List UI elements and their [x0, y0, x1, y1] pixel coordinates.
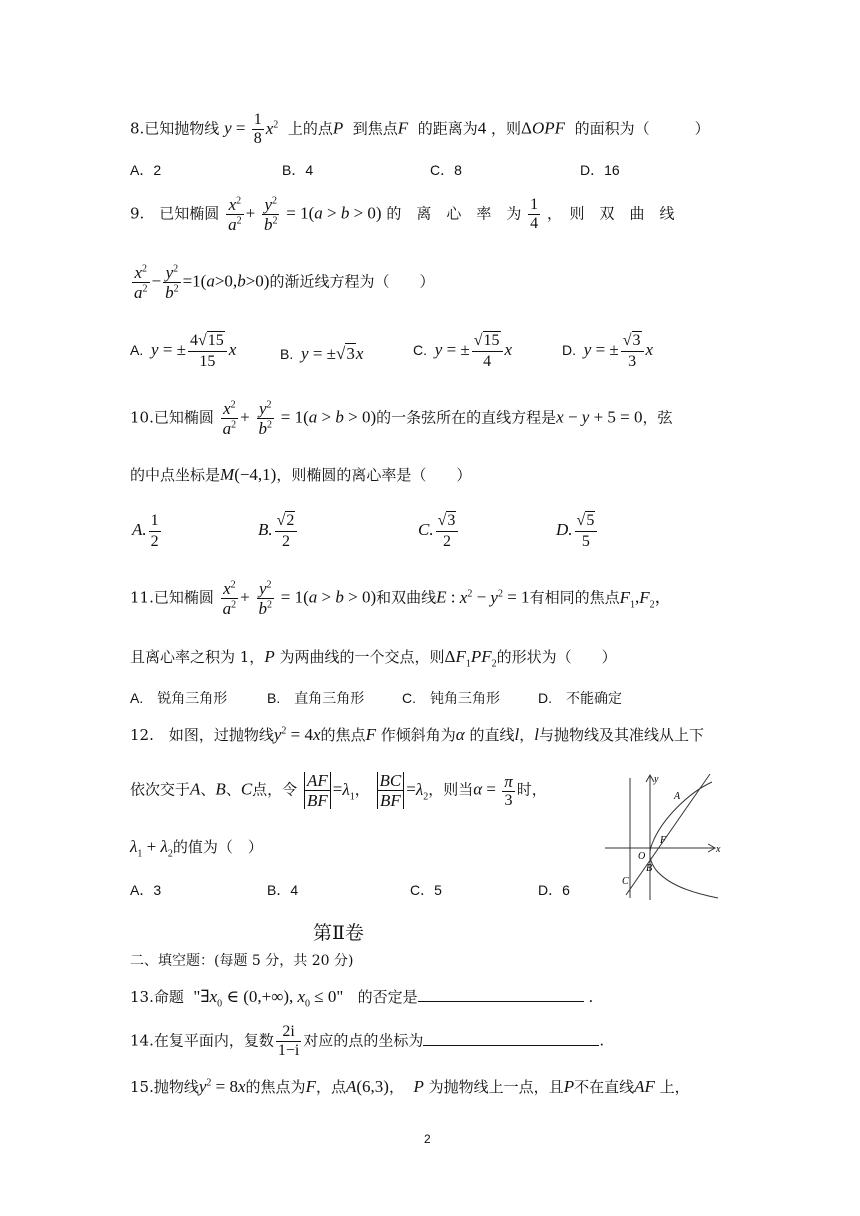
line-l	[626, 774, 710, 895]
q12-option-b: B．4	[267, 882, 299, 898]
section-title: 第Ⅱ卷	[313, 922, 364, 944]
q10-option-c: C. $\frac{√3}{2}$	[418, 512, 460, 551]
q8-option-b: B．4	[282, 162, 314, 178]
fill-in-heading: 二、填空题：(每题 5 分，共 20 分)	[130, 953, 354, 969]
q14-stem: 14.在复平面内，复数 $\frac{2i}{1-i}$ 对应的点的坐标为 .	[130, 1023, 605, 1059]
q12-option-d: D．6	[538, 882, 570, 898]
q8-option-c: C．8	[430, 162, 462, 178]
q10-stem-line1: 10.已知椭圆 $\frac{x^2}{a^2}$ + $\frac{y^2}{b^2}$ = 1(a > b > 0)的一条弦所在的直线方程是x − y + 5 = 0，弦	[130, 399, 673, 438]
q12-stem-line2: 依次交于A、B、C点，令 $\frac{AF}{BF}$ $=\lambda_1$， $\frac{BC}{BF}$ $=\lambda_2$，则当α = $\frac{\pi}{3}$ 时，	[130, 771, 547, 810]
label-c: C	[622, 876, 629, 887]
parabola-figure	[600, 770, 725, 905]
q12-option-c: C．5	[410, 882, 442, 898]
q11-option-d: D. 不能确定	[538, 690, 622, 706]
q14-answer-blank[interactable]	[423, 1045, 599, 1046]
q10-stem-line2: 的中点坐标是M(−4,1)，则椭圆的离心率是（ ）	[130, 465, 472, 484]
q13-stem: 13.命题 "$\exists x_0$ ∈ (0,+∞), $x_0 \le 0$" 的否定是 .	[130, 987, 594, 1010]
q11-stem-line1: 11.已知椭圆 $\frac{x^2}{a^2}$ + $\frac{y^2}{b^2}$ = 1(a > b > 0)和双曲线E : $x^2 - y^2 = 1$有相同的焦点$F_1,F_2$，	[130, 579, 672, 618]
q13-answer-blank[interactable]	[418, 1001, 584, 1002]
label-b: B	[646, 863, 653, 874]
q9-option-d: D. y = ± $\frac{√3}{3}$ x	[562, 332, 654, 370]
label-a: A	[674, 791, 681, 802]
q8-stem: 8.已知抛物线 y = $\frac{1}{8}$ $x^2$ 上的点P 到焦点F 的距离为4 ，则ΔOPF 的面积为（ ）	[130, 111, 710, 147]
q11-stem-line2: 且离心率之积为 1，P 为两曲线的一个交点，则$\Delta F_1PF_2$的形状为（ ）	[130, 647, 617, 670]
q9-stem-line2: $\frac{x^2}{a^2}$ − $\frac{y^2}{b^2}$ =1(a>0,b>0)的渐近线方程为（ ）	[134, 263, 435, 302]
q12-stem-line1: 12. 如图，过抛物线$y^2 = 4x$的焦点F 作倾斜角为α 的直线l，l与抛物线及其准线从上下	[130, 725, 704, 744]
label-f: F	[660, 835, 667, 846]
q9-stem-line1: 9. 已知椭圆 $\frac{x^2}{a^2}$ + $\frac{y^2}{b^2}$ = 1(a > b > 0) 的 离 心 率 为 $\frac{1}{4}$ ， 则 双 曲 线	[130, 195, 675, 234]
q12-stem-line3: $\lambda_1 + \lambda_2$的值为（ ）	[130, 837, 263, 860]
q10-option-a: A. $\frac{1}{2}$	[132, 512, 159, 550]
q15-stem: 15.抛物线$y^2 = 8x$的焦点为F，点A(6,3)， P 为抛物线上一点，且P不在直线AF 上，	[130, 1077, 690, 1096]
q9-option-a: A. y = ± $\frac{4√15}{15}$ x	[130, 332, 237, 370]
label-x: x	[716, 844, 721, 855]
q10-option-d: D. $\frac{√5}{5}$	[556, 512, 599, 551]
q11-option-b: B. 直角三角形	[267, 690, 365, 706]
label-o: O	[638, 851, 646, 862]
page-number: 2	[424, 1132, 431, 1146]
q9-option-c: C. y = ± $\frac{√15}{4}$ x	[413, 332, 513, 370]
q10-option-b: B. $\frac{√2}{2}$	[258, 512, 299, 551]
q11-option-a: A. 锐角三角形	[130, 690, 228, 706]
q9-option-b: B. y = ±√3x	[280, 344, 364, 363]
q12-option-a: A．3	[130, 882, 162, 898]
q8-option-a: A．2	[130, 162, 162, 178]
label-y: y	[654, 774, 659, 785]
q11-option-c: C. 钝角三角形	[402, 690, 500, 706]
q8-option-d: D．16	[580, 162, 620, 178]
